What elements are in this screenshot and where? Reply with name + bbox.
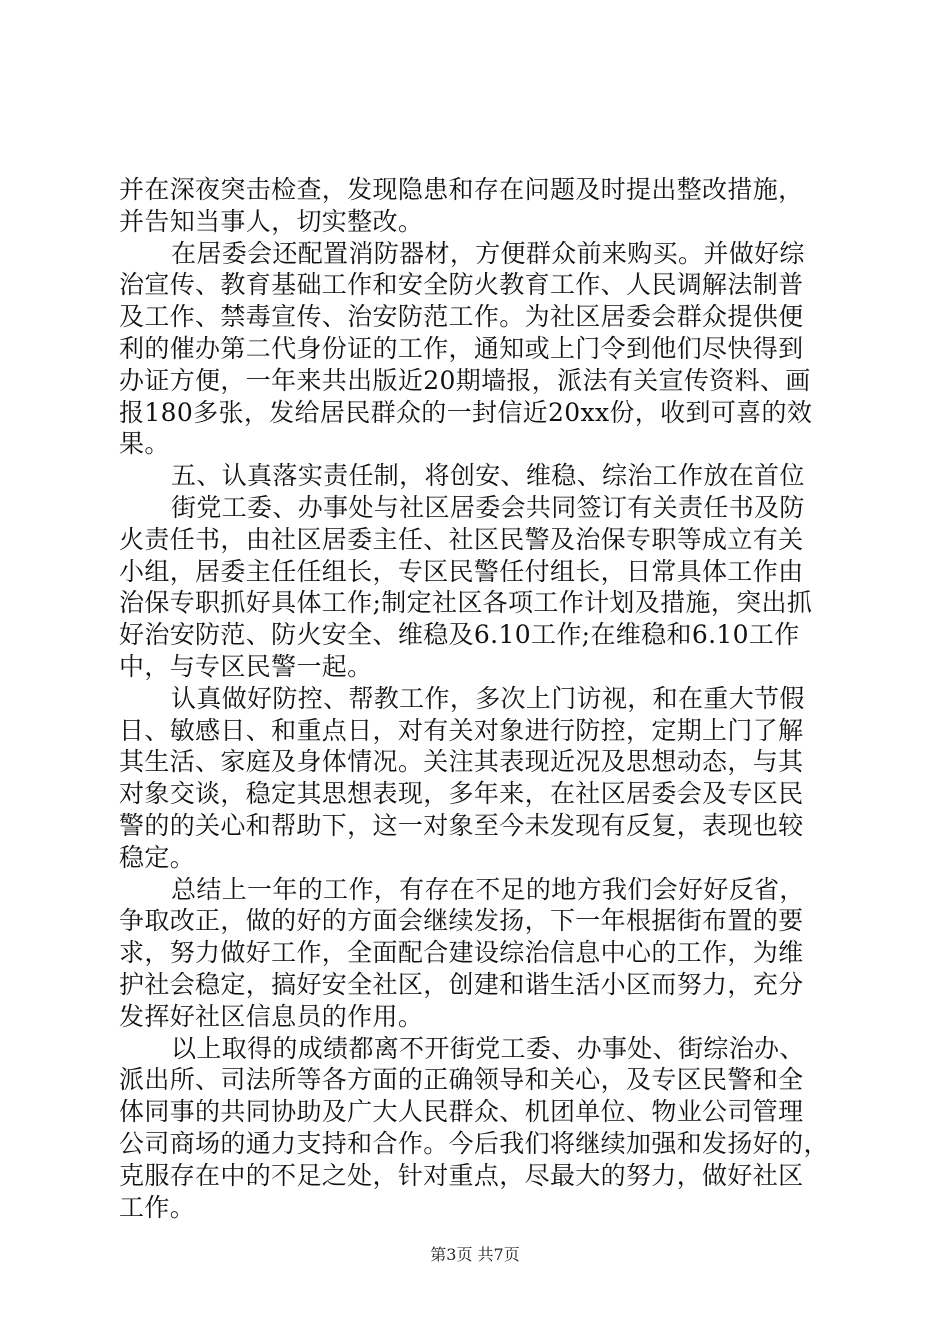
text-line: 稳定。: [119, 842, 196, 872]
page-footer: 第3页 共7页: [430, 1245, 520, 1264]
text-line: 争取改正，做的好的方面会继续发扬，下一年根据街布置的要: [119, 906, 804, 936]
text-line: 公司商场的通力支持和合作。今后我们将继续加强和发扬好的，: [119, 1128, 829, 1158]
text-line: 总结上一年的工作，有存在不足的地方我们会好好反省，: [171, 874, 805, 904]
document-body: [119, 174, 837, 1223]
text-line: 求，努力做好工作，全面配合建设综治信息中心的工作，为维: [119, 938, 804, 968]
text-line: 对象交谈，稳定其思想表现，多年来，在社区居委会及专区民: [119, 779, 804, 809]
text-line: 好治安防范、防火安全、维稳及6.10工作;在维稳和6.10工作: [119, 620, 800, 650]
text-line: 治宣传、教育基础工作和安全防火教育工作、人民调解法制普: [119, 270, 804, 300]
text-line: 认真做好防控、帮教工作，多次上门访视，和在重大节假: [171, 683, 805, 713]
text-line: 街党工委、办事处与社区居委会共同签订有关责任书及防: [171, 492, 805, 522]
text-line: 并告知当事人，切实整改。: [119, 206, 424, 236]
text-line: 及工作、禁毒宣传、治安防范工作。为社区居委会群众提供便: [119, 302, 804, 332]
text-line: 工作。: [119, 1192, 196, 1222]
text-line: 果。: [119, 429, 170, 459]
text-line: 火责任书，由社区居委主任、社区民警及治保专职等成立有关: [119, 524, 804, 554]
text-line: 报180多张，发给居民群众的一封信近20xx份，收到可喜的效: [119, 397, 813, 427]
text-line: 克服存在中的不足之处，针对重点，尽最大的努力，做好社区: [119, 1160, 804, 1190]
text-line: 日、敏感日、和重点日，对有关对象进行防控，定期上门了解: [119, 715, 804, 745]
text-line: 中，与专区民警一起。: [119, 651, 373, 681]
text-line: 以上取得的成绩都离不开街党工委、办事处、街综治办、: [171, 1033, 805, 1063]
text-line: 五、认真落实责任制，将创安、维稳、综治工作放在首位: [171, 461, 805, 491]
text-line: 在居委会还配置消防器材，方便群众前来购买。并做好综: [171, 238, 805, 268]
text-line: 警的的关心和帮助下，这一对象至今未发现有反复，表现也较: [119, 810, 804, 840]
text-line: 派出所、司法所等各方面的正确领导和关心，及专区民警和全: [119, 1065, 804, 1095]
text-line: 并在深夜突击检查，发现隐患和存在问题及时提出整改措施，: [119, 175, 804, 204]
text-line: 治保专职抓好具体工作;制定社区各项工作计划及措施，突出抓: [119, 588, 813, 618]
text-line: 护社会稳定，搞好安全社区，创建和谐生活小区而努力，充分: [119, 969, 804, 999]
text-line: 办证方便，一年来共出版近20期墙报，派法有关宣传资料、画: [119, 365, 811, 395]
text-line: 利的催办第二代身份证的工作，通知或上门令到他们尽快得到: [119, 333, 804, 363]
text-line: 发挥好社区信息员的作用。: [119, 1001, 424, 1031]
text-line: 其生活、家庭及身体情况。关注其表现近况及思想动态，与其: [119, 747, 804, 777]
text-line: 小组，居委主任任组长，专区民警任付组长，日常具体工作由: [119, 556, 804, 586]
text-line: 体同事的共同协助及广大人民群众、机团单位、物业公司管理: [119, 1097, 804, 1127]
